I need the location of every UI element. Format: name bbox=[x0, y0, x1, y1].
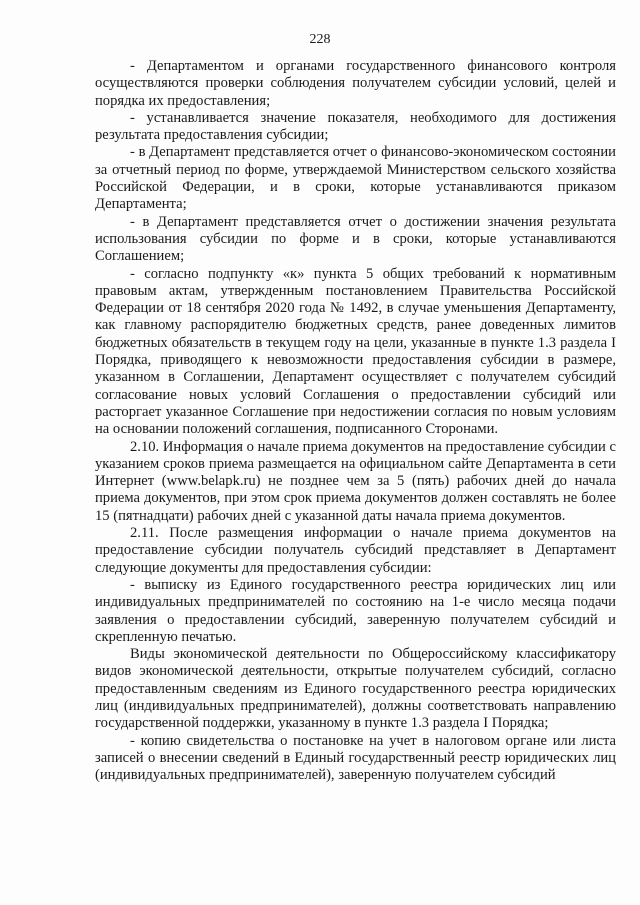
paragraph-financial-report: - в Департамент представляется отчет о финансово-экономическом состоянии за отчетный период по форме, утверждаемой Министерством сельского хозяйства Российской Федерации, и в сроки, которые устанавливаются приказом Департамента; bbox=[95, 144, 616, 213]
document-body bbox=[95, 58, 616, 784]
paragraph-control-checks: - Департаментом и органами государственного финансового контроля осуществляются проверки соблюдения получателем субсидии условий, целей и порядка их предоставления; bbox=[95, 58, 616, 109]
paragraph-2-11: 2.11. После размещения информации о начале приема документов на предоставление субсидии получатель субсидий представляет в Департамент следующие документы для предоставления субсидии: bbox=[95, 525, 616, 576]
paragraph-2-10: 2.10. Информация о начале приема документов на предоставление субсидии с указанием сроков приема размещается на официальном сайте Департамента в сети Интернет (www.belapk.ru) не позднее чем за 5 (пять) рабочих дней до начала приема документов, при этом срок приема документов должен составлять не более 15 (пятнадцати) рабочих дней с указанной даты начала приема документов. bbox=[95, 438, 616, 524]
paragraph-registry-extract: - выписку из Единого государственного реестра юридических лиц или индивидуальных предпринимателей по состоянию на 1-е число месяца подачи заявления о предоставлении субсидий, заверенную получателем субсидий и скрепленную печатью. bbox=[95, 576, 616, 645]
paragraph-limits-reduction: - согласно подпункту «к» пункта 5 общих требований к нормативным правовым актам, утвержденным постановлением Правительства Российской Федерации от 18 сентября 2020 года № 1492, в случае уменьшения Департаменту, как главному распорядителю бюджетных средств, ранее доведенных лимитов бюджетных обязательств в текущем году на цели, указанные в пункте 1.3 раздела I Порядка, приводящего к невозможности предоставления субсидии в размере, указанном в Соглашении, Департамент осуществляет с получателем субсидий согласование новых условий Соглашения о предоставлении субсидий или расторгает указанное Соглашение при недостижении согласия по новым условиям на основании положений соглашения, подписанного Сторонами. bbox=[95, 265, 616, 438]
page-number: 228 bbox=[309, 32, 331, 47]
paragraph-result-report: - в Департамент представляется отчет о достижении значения результата использования субсидии по форме и в сроки, которые устанавливаются Соглашением; bbox=[95, 213, 616, 265]
paragraph-activity-types: Виды экономической деятельности по Общероссийскому классификатору видов экономической деятельности, открытые получателем субсидий, согласно предоставленным сведениям из Единого государственного реестра юридических лиц (индивидуальных предпринимателей), должны соответствовать направлению государственной поддержки, указанному в пункте 1.3 раздела I Порядка; bbox=[95, 646, 616, 732]
paragraph-indicator-value: - устанавливается значение показателя, необходимого для достижения результата предоставления субсидии; bbox=[95, 109, 616, 144]
paragraph-tax-certificate: - копию свидетельства о постановке на учет в налоговом органе или листа записей о внесении сведений в Единый государственный реестр юридических лиц (индивидуальных предпринимателей), заверенную получателем субсидий bbox=[95, 732, 616, 784]
